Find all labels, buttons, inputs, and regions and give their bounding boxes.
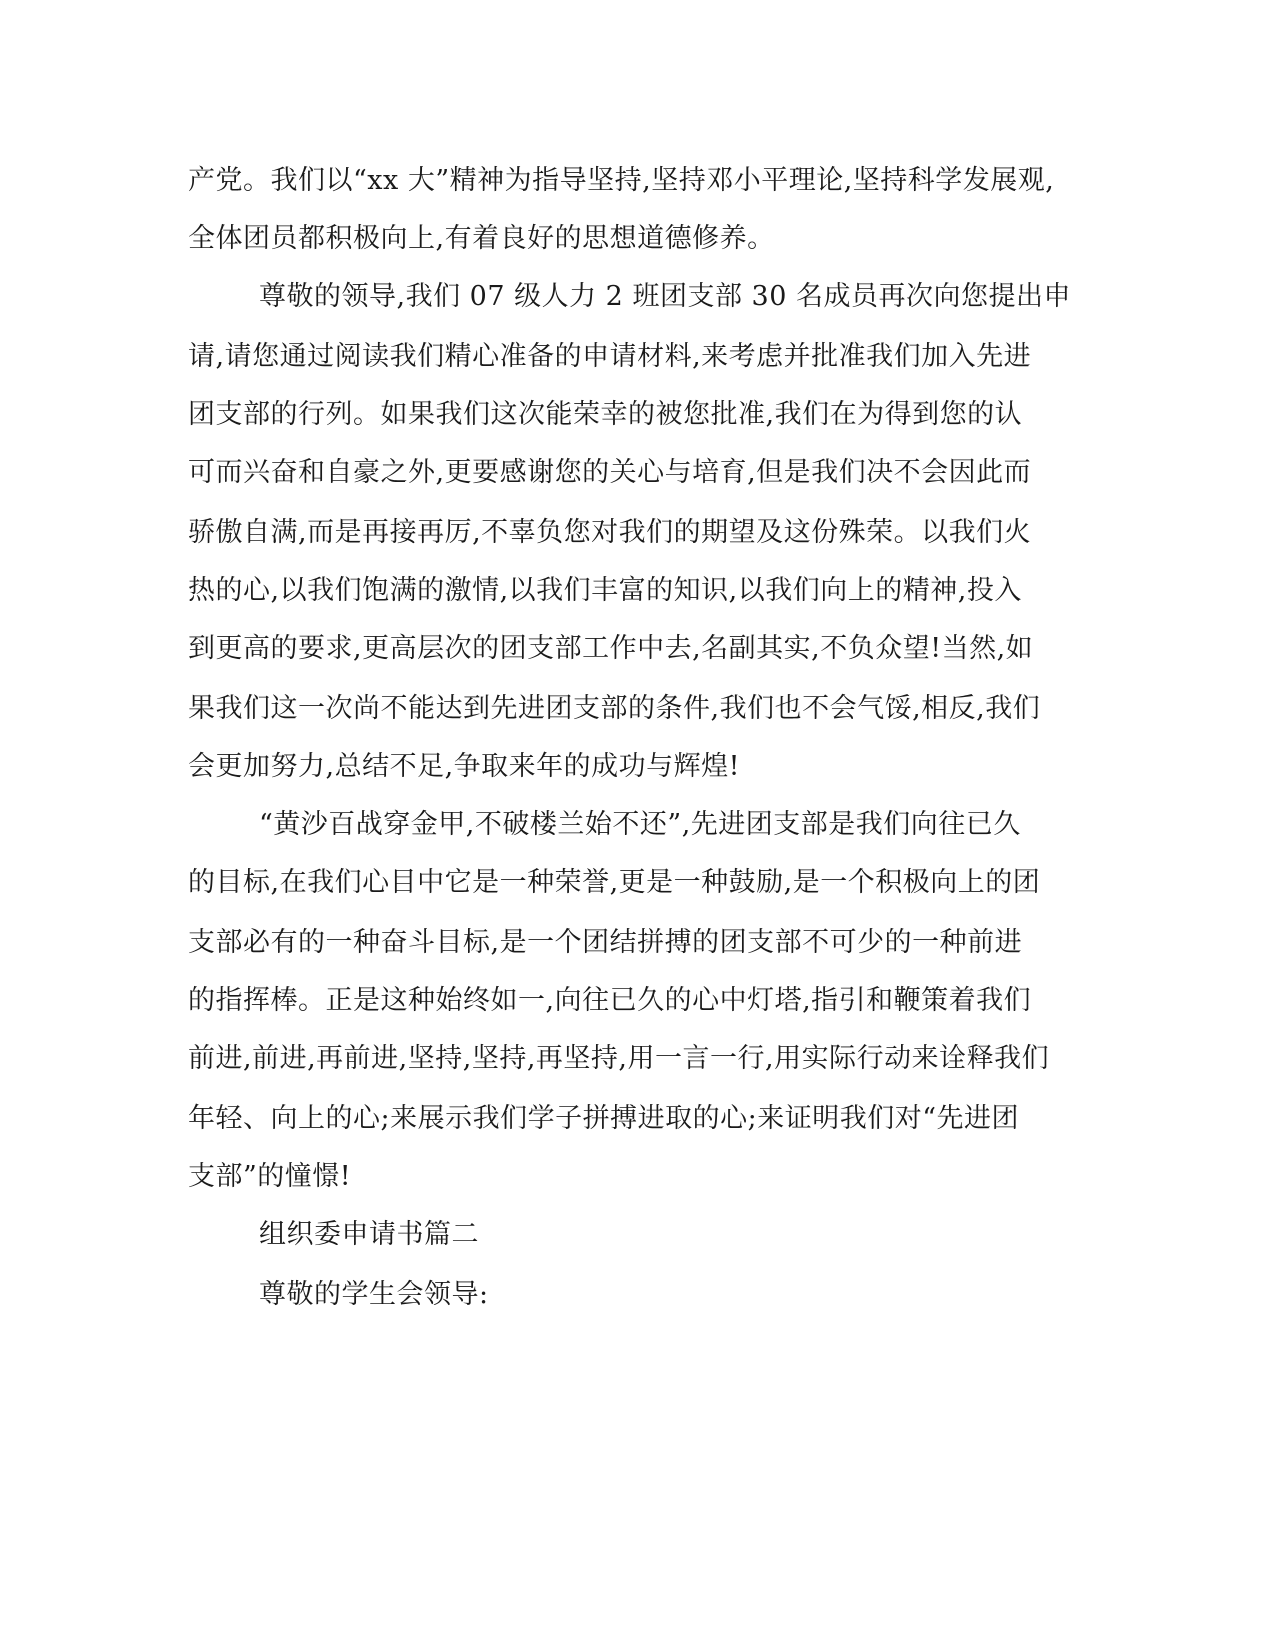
paragraph-1-line-2: 全体团员都积极向上,有着良好的思想道德修养。 <box>188 223 775 254</box>
paragraph-1-line-1: 产党。我们以“xx 大”精神为指导坚持,坚持邓小平理论,坚持科学发展观, <box>188 165 1055 196</box>
paragraph-2-line-1: 尊敬的领导,我们 07 级人力 2 班团支部 30 名成员再次向您提出申 <box>259 281 1071 312</box>
paragraph-2-line-4: 可而兴奋和自豪之外,更要感谢您的关心与培育,但是我们决不会因此而 <box>188 457 1032 488</box>
paragraph-3-line-2: 的目标,在我们心目中它是一种荣誉,更是一种鼓励,是一个积极向上的团 <box>188 867 1041 898</box>
paragraph-3-line-5: 前进,前进,再前进,坚持,坚持,再坚持,用一言一行,用实际行动来诠释我们 <box>188 1043 1050 1074</box>
paragraph-2-line-9: 会更加努力,总结不足,争取来年的成功与辉煌! <box>188 751 741 782</box>
paragraph-2-line-3: 团支部的行列。如果我们这次能荣幸的被您批准,我们在为得到您的认 <box>188 399 1023 430</box>
paragraph-2-line-7: 到更高的要求,更高层次的团支部工作中去,名副其实,不负众望!当然,如 <box>188 633 1034 664</box>
paragraph-3-line-7: 支部”的憧憬! <box>188 1161 352 1192</box>
section-heading: 组织委申请书篇二 <box>259 1219 479 1250</box>
paragraph-3-line-4: 的指挥棒。正是这种始终如一,向往已久的心中灯塔,指引和鞭策着我们 <box>188 985 1032 1016</box>
paragraph-3-line-3: 支部必有的一种奋斗目标,是一个团结拼搏的团支部不可少的一种前进 <box>188 927 1023 958</box>
paragraph-3-line-6: 年轻、向上的心;来展示我们学子拼搏进取的心;来证明我们对“先进团 <box>188 1103 1019 1134</box>
paragraph-2-line-2: 请,请您通过阅读我们精心准备的申请材料,来考虑并批准我们加入先进 <box>188 341 1032 372</box>
salutation: 尊敬的学生会领导: <box>259 1279 489 1310</box>
paragraph-2-line-6: 热的心,以我们饱满的激情,以我们丰富的知识,以我们向上的精神,投入 <box>188 575 1022 606</box>
paragraph-2-line-8: 果我们这一次尚不能达到先进团支部的条件,我们也不会气馁,相反,我们 <box>188 693 1041 724</box>
paragraph-2-line-5: 骄傲自满,而是再接再厉,不辜负您对我们的期望及这份殊荣。以我们火 <box>188 517 1032 548</box>
paragraph-3-line-1: “黄沙百战穿金甲,不破楼兰始不还”,先进团支部是我们向往已久 <box>259 809 1021 840</box>
